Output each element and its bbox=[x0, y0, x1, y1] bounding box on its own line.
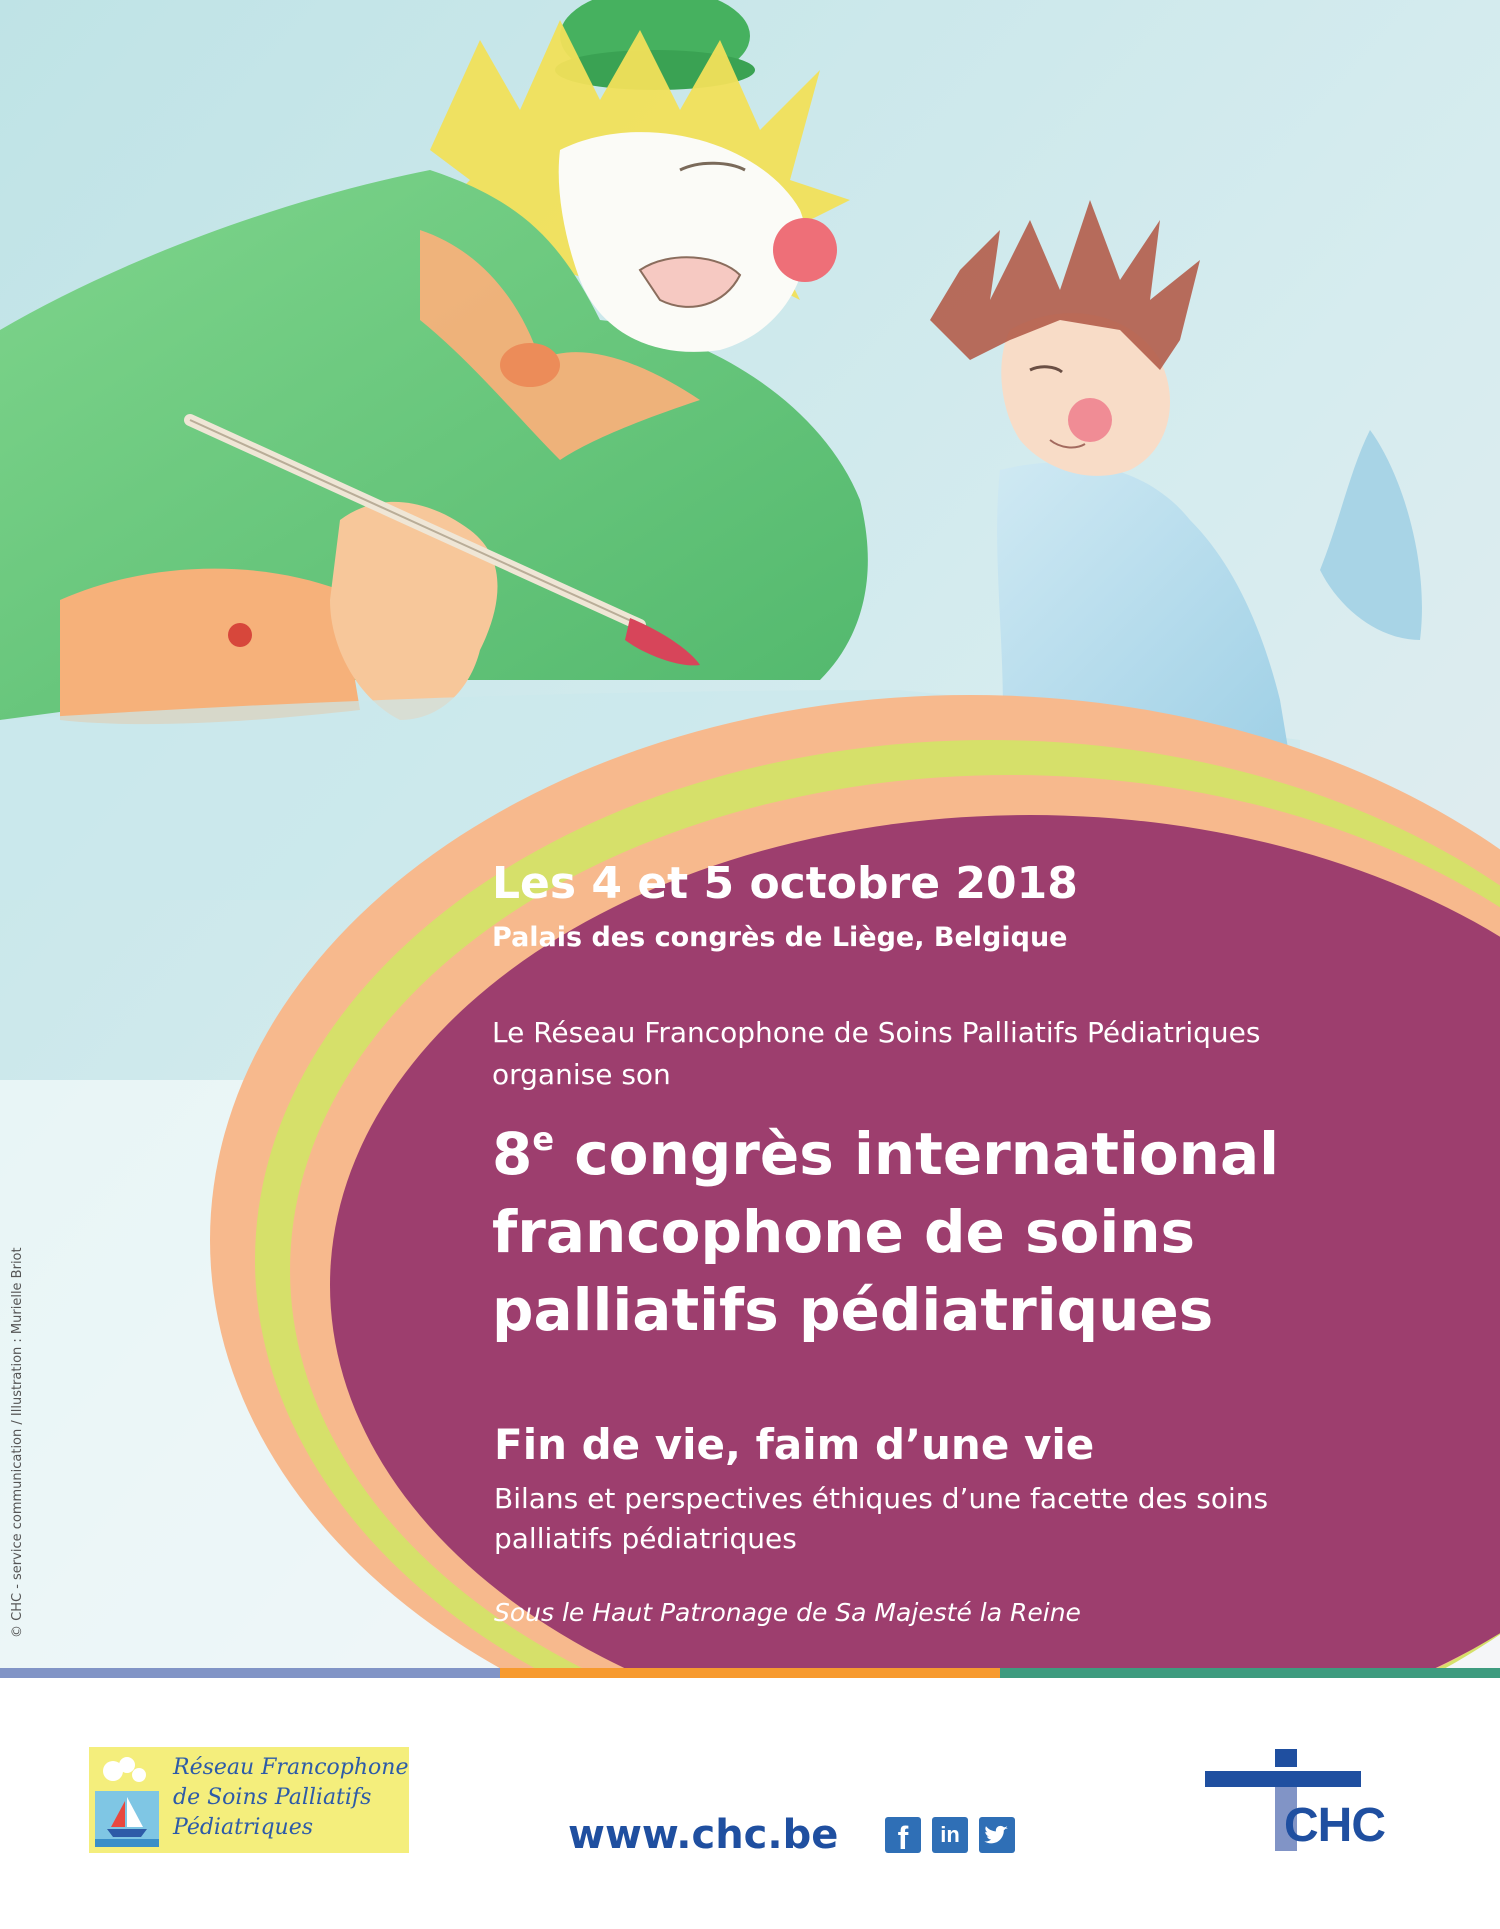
color-bar-blue bbox=[0, 1668, 500, 1678]
sailboat-icon bbox=[95, 1753, 159, 1847]
website-link[interactable]: www.chc.be bbox=[568, 1812, 839, 1858]
congress-subtitle-line-2: palliatifs pédiatriques bbox=[494, 1522, 797, 1555]
linkedin-icon[interactable]: in bbox=[932, 1817, 968, 1853]
twitter-icon[interactable] bbox=[979, 1817, 1015, 1853]
organizer-line-2: organise son bbox=[492, 1058, 671, 1091]
congress-title-line-2: francophone de soins bbox=[492, 1198, 1196, 1266]
congress-title-line-1-text: congrès international bbox=[554, 1120, 1279, 1188]
organizer-line-1: Le Réseau Francophone de Soins Palliatifs Pédiatriques bbox=[492, 1016, 1261, 1049]
chc-logo-text: CHC bbox=[1284, 1799, 1385, 1852]
congress-subtitle-line-1: Bilans et perspectives éthiques d’une facette des soins bbox=[494, 1482, 1269, 1515]
congress-title bbox=[492, 1115, 1279, 1349]
congress-edition-number: 8 bbox=[492, 1120, 533, 1188]
congress-edition-suffix: e bbox=[532, 1120, 555, 1158]
color-bar-orange bbox=[500, 1668, 1000, 1678]
color-bar-green bbox=[1000, 1668, 1500, 1678]
illustration-credit: © CHC - service communication / Illustration : Murielle Briot bbox=[10, 1247, 25, 1638]
event-dates: Les 4 et 5 octobre 2018 bbox=[492, 858, 1078, 909]
patronage-note: Sous le Haut Patronage de Sa Majesté la Reine bbox=[494, 1598, 1081, 1627]
congress-theme: Fin de vie, faim d’une vie bbox=[494, 1420, 1095, 1469]
congress-title-line-1 bbox=[492, 1115, 1279, 1193]
network-logo-line-3: Pédiatriques bbox=[173, 1815, 314, 1840]
event-venue: Palais des congrès de Liège, Belgique bbox=[492, 922, 1068, 953]
congress-title-line-3: palliatifs pédiatriques bbox=[492, 1276, 1214, 1344]
twitter-bird-glyph bbox=[979, 1817, 1015, 1853]
facebook-icon[interactable]: f bbox=[885, 1817, 921, 1853]
network-logo[interactable] bbox=[89, 1747, 409, 1853]
network-logo-line-2: de Soins Palliatifs bbox=[173, 1785, 372, 1810]
network-logo-line-1: Réseau Francophone bbox=[173, 1755, 409, 1780]
color-bar bbox=[0, 1668, 1500, 1678]
